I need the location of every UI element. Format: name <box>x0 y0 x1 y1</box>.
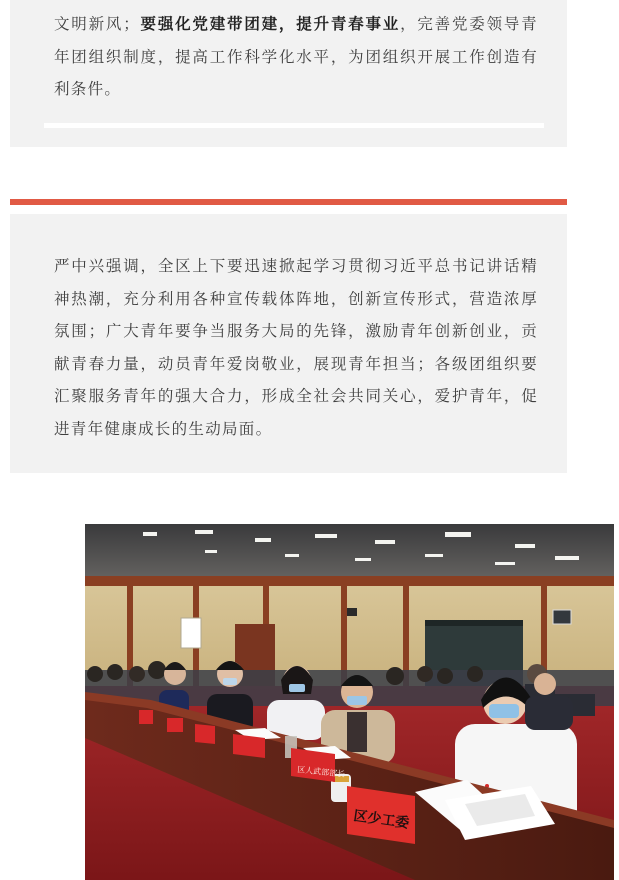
card-divider <box>44 123 544 128</box>
paragraph-text-emphasis: 要强化党建带团建，提升青春事业 <box>140 15 401 33</box>
article-text-card-top <box>10 0 567 147</box>
nameplate-second-text: 区人武部部长 <box>296 765 346 780</box>
article-text-card-middle <box>10 214 567 473</box>
paragraph-text-tail: ，完善党委领导青年团组织制度，提高工作科学化水平，为团组织开展工作创造有利条件。 <box>54 15 538 98</box>
article-paragraph-middle: 严中兴强调，全区上下要迅速掀起学习贯彻习近平总书记讲话精神热潮，充分利用各种宣传载体阵地，创新宣传形式，营造浓厚氛围；广大青年要争当服务大局的先锋，激励青年创新创业，贡献青春力量，动员青年爱岗敬业，展现青年担当；各级团组织要汇聚服务青年的强大合力，形成全社会共同关心，爱护青年，促进青年健康成长的生动局面。 <box>54 257 538 438</box>
paragraph-text-lead: 文明新风； <box>54 15 141 33</box>
meeting-photo <box>85 524 614 880</box>
section-divider-rule <box>10 199 567 205</box>
nameplate-front-text: 区少工委 <box>352 808 411 832</box>
article-paragraph-top <box>54 8 538 106</box>
